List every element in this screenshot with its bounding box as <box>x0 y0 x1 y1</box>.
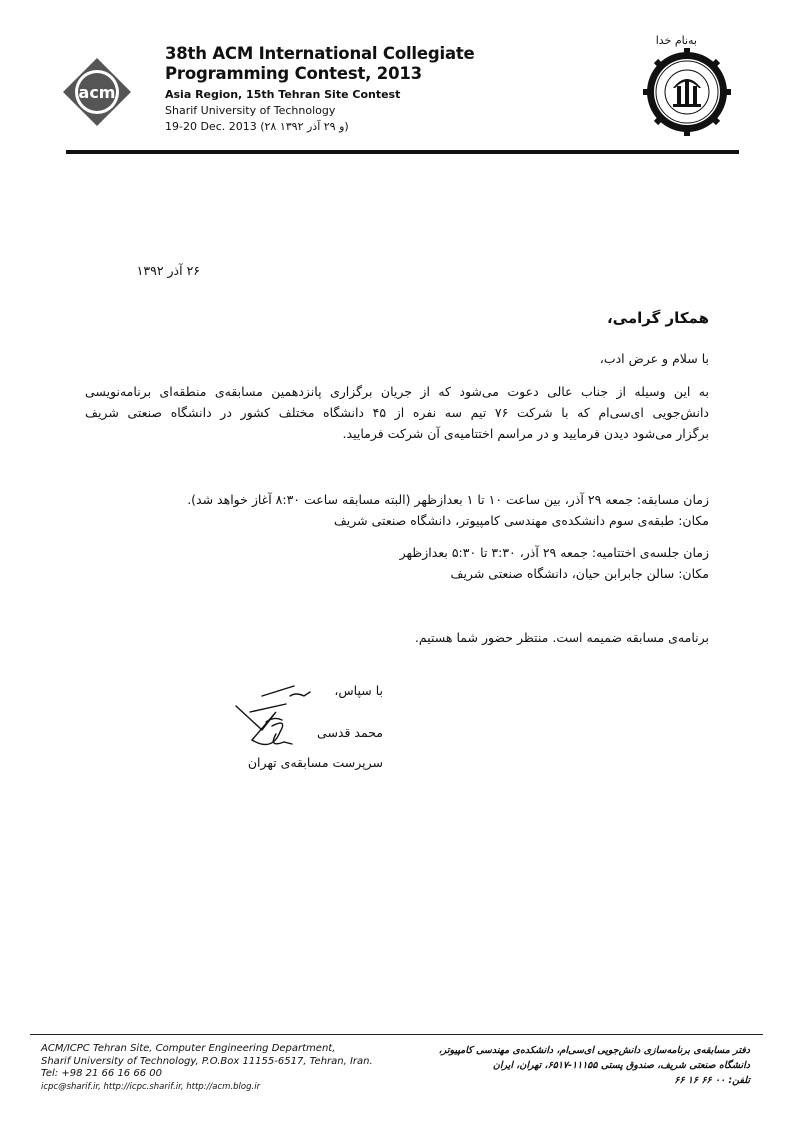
footer-contact-links: icpc@sharif.ir, http://icpc.sharif.ir, http://acm.blog.ir <box>41 1081 261 1092</box>
header-dates: 19-20 Dec. 2013 (۲۸ و ۲۹ آذر ۱۳۹۲) <box>165 120 349 133</box>
ceremony-time: زمان جلسه‌ی اختتامیه: جمعه ۲۹ آذر، ۳:۳۰ تا ۵:۳۰ بعدازظهر <box>399 545 709 560</box>
acm-logo <box>61 56 133 128</box>
contest-time: زمان مسابقه: جمعه ۲۹ آذر، بین ساعت ۱۰ تا ۱ بعدازظهر (البته مسابقه ساعت ۸:۳۰ آغاز خواهد شد). <box>187 492 709 507</box>
header-region: Asia Region, 15th Tehran Site Contest <box>165 88 401 101</box>
contest-header <box>165 44 475 135</box>
footer-line: ACM/ICPC Tehran Site, Computer Engineering Department, <box>41 1043 336 1054</box>
ceremony-place: مکان: سالن جابرابن حیان، دانشگاه صنعتی شریف <box>450 566 709 581</box>
contest-details <box>187 489 709 531</box>
signer-title: سرپرست مسابقه‌ی تهران <box>247 755 383 770</box>
header-university: Sharif University of Technology <box>165 104 336 117</box>
paragraph-line: برگزار می‌شود دیدن فرمایید و در مراسم اختتامیه‌ی آن شرکت فرمایید. <box>342 426 709 441</box>
ceremony-details <box>400 542 709 584</box>
footer-address-fa <box>439 1043 750 1088</box>
thanks-text: با سپاس، <box>334 683 383 698</box>
header-title-line1: 38th ACM International Collegiate <box>165 44 475 63</box>
footer-line: دانشگاه صنعتی شریف، صندوق پستی ۱۱۱۵۵-۶۵۱۷، تهران، ایران <box>492 1060 750 1071</box>
footer-line: تلفن: ۰۰ ۶۶ ۱۶ ۶۶ <box>674 1075 750 1086</box>
letter-greeting: همکار گرامی، <box>606 309 709 327</box>
invitation-paragraph <box>85 381 709 444</box>
handwritten-signature <box>232 682 332 754</box>
header-rule <box>66 150 739 154</box>
paragraph-line: به این وسیله از جناب عالی دعوت می‌شود که از جریان برگزاری پانزدهمین مسابقه‌ی منطقه‌ای برنامه‌نویسی <box>85 384 709 399</box>
letter-salutation: با سلام و عرض ادب، <box>599 351 709 366</box>
footer-rule <box>30 1034 763 1035</box>
footer-line: Sharif University of Technology, P.O.Box 11155-6517, Tehran, Iran. <box>41 1055 373 1067</box>
sharif-university-logo <box>643 48 731 136</box>
footer-line: دفتر مسابقه‌ی برنامه‌سازی دانش‌جویی ای‌سی‌ام، دانشکده‌ی مهندسی کامپیوتر، <box>438 1045 750 1056</box>
header-title-line2: Programming Contest, 2013 <box>165 64 422 83</box>
signer-name: محمد قدسی <box>317 725 383 740</box>
bismillah-text: به‌نام خدا <box>655 34 697 47</box>
acm-logo-text: acm <box>78 83 116 102</box>
paragraph-line: دانش‌جویی ای‌سی‌ام که با شرکت ۷۶ تیم سه نفره از ۴۵ دانشگاه مختلف کشور در دانشگاه صنعتی شریف <box>85 405 709 420</box>
letter-closing: برنامه‌ی مسابقه ضمیمه است. منتظر حضور شما هستیم. <box>414 630 709 645</box>
letter-date: ۲۶ آذر ۱۳۹۲ <box>136 263 200 278</box>
footer-line: Tel: +98 21 66 16 66 00 <box>41 1068 162 1079</box>
footer-address-en <box>41 1043 373 1093</box>
contest-place: مکان: طبقه‌ی سوم دانشکده‌ی مهندسی کامپیوتر، دانشگاه صنعتی شریف <box>333 513 709 528</box>
